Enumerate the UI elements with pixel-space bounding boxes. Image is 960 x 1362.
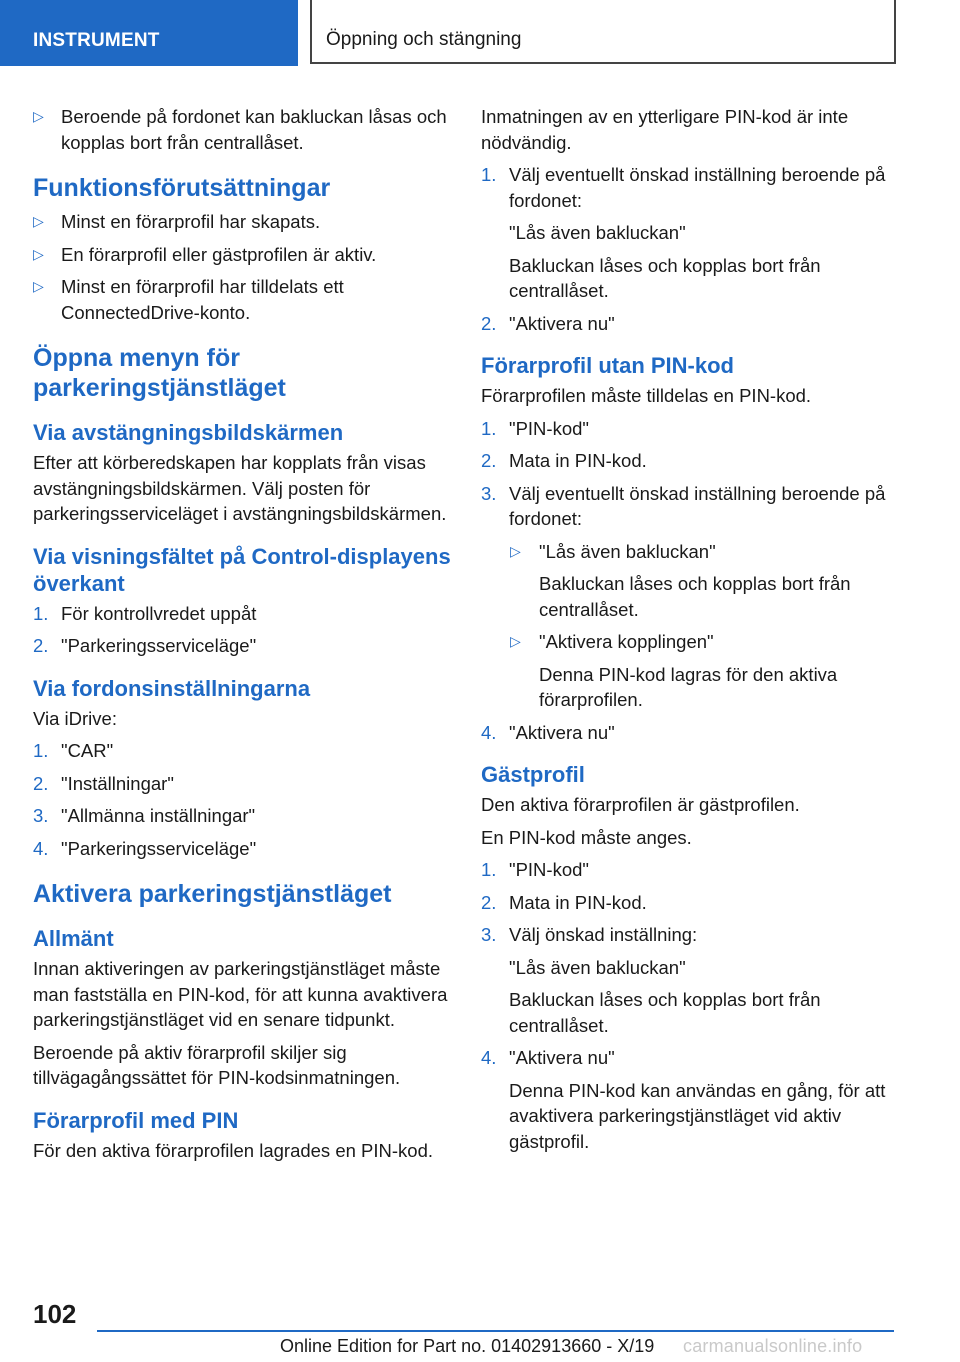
step-number: 1. (33, 602, 49, 624)
paragraph: Beroende på aktiv förarprofil skiljer sig tillvägagångssättet för PIN-kodsinmatningen. (33, 1041, 401, 1088)
step-number: 4. (481, 721, 497, 743)
step-number: 4. (33, 837, 49, 859)
indented-text: Bakluckan låses och kopplas bort från centrallåset. (509, 989, 821, 1036)
numbered-item: 4. "Aktivera nu" (481, 720, 901, 746)
sub-bullet-item: ▷ "Lås även bakluckan" (481, 539, 901, 565)
paragraph: En PIN-kod måste anges. (481, 826, 692, 848)
indented-text: Denna PIN-kod kan användas en gång, för att avaktivera parkeringstjänstläget vid aktiv gästprofil. (509, 1079, 886, 1152)
step-number: 3. (33, 805, 49, 826)
numbered-item: 3. "Allmänna inställningar" (33, 803, 451, 829)
chapter-title: Öppning och stängning (310, 0, 896, 64)
numbered-item: 4. "Parkeringsserviceläge" (33, 836, 451, 862)
triangle-bullet-icon: ▷ (510, 542, 521, 559)
step-number: 2. (33, 772, 49, 794)
bullet-item: ▷ En förarprofil eller gästprofilen är aktiv. (33, 242, 451, 268)
edition-text: Online Edition for Part no. 01402913660 - X/19 (280, 1336, 655, 1356)
paragraph: Innan aktiveringen av parkeringstjänstläget måste man fastställa en PIN-kod, för att kunna avaktivera parkeringstjänstläget vid en senare tidpunkt. (33, 958, 448, 1030)
paragraph: Efter att körberedskapen har kopplats från visas avstängningsbildskärmen. Välj posten för parkeringsserviceläget i avstängningsbildskärmen. (33, 452, 447, 524)
numbered-item: 4. "Aktivera nu" (481, 1045, 901, 1071)
heading-via-fordonsinstallningarna: Via fordonsinställningarna (33, 675, 311, 701)
triangle-bullet-icon: ▷ (33, 108, 44, 124)
sub-bullet-item: ▷ "Aktivera kopplingen" (481, 629, 901, 655)
heading-forarprofil-med-pin: Förarprofil med PIN (33, 1107, 239, 1133)
triangle-bullet-icon: ▷ (33, 213, 44, 229)
step-number: 1. (481, 164, 497, 185)
step-number: 2. (33, 635, 49, 656)
step-number: 2. (481, 312, 497, 334)
paragraph: Via iDrive: (33, 707, 117, 729)
step-number: 1. (33, 740, 49, 761)
numbered-item: 1. "PIN-kod" (481, 857, 901, 883)
indented-text: "Lås även bakluckan" (509, 222, 686, 243)
triangle-bullet-icon: ▷ (33, 278, 44, 294)
numbered-item: 2. Mata in PIN-kod. (481, 890, 901, 916)
heading-via-avstangningsbildskarmen: Via avstängningsbildskärmen (33, 420, 344, 445)
step-number: 2. (481, 450, 497, 471)
step-number: 1. (481, 417, 497, 439)
numbered-item: 2. "Aktivera nu" (481, 311, 901, 337)
left-column (33, 104, 451, 1170)
indented-text: Bakluckan låses och kopplas bort från centrallåset. (509, 254, 821, 301)
paragraph: För den aktiva förarprofilen lagrades en PIN-kod. (33, 1139, 434, 1161)
numbered-item: 1. Välj eventuellt önskad inställning beroende på fordonet: (481, 164, 886, 211)
page-number: 102 (33, 1299, 77, 1329)
indented-text: Denna PIN-kod lagras för den aktiva förarprofilen. (539, 663, 838, 710)
step-number: 3. (481, 482, 497, 504)
heading-via-visningsfaltet: Via visningsfältet på Control-displayens överkant (33, 543, 451, 596)
paragraph: Förarprofilen måste tilldelas en PIN-kod. (481, 385, 812, 406)
bullet-item: ▷ Minst en förarprofil har tilldelats ett ConnectedDrive-konto. (33, 276, 344, 323)
page-header (0, 0, 960, 66)
triangle-bullet-icon: ▷ (510, 633, 521, 649)
step-number: 1. (481, 859, 497, 880)
bullet-item: ▷ Minst en förarprofil har skapats. (33, 209, 451, 235)
step-number: 3. (481, 924, 497, 945)
heading-aktivera-parkeringstjanstlaget: Aktivera parkeringstjänstläget (33, 880, 392, 908)
paragraph: Inmatningen av en ytterligare PIN-kod är inte nödvändig. (481, 106, 849, 153)
numbered-item: 1. "PIN-kod" (481, 416, 901, 442)
numbered-item: 2. "Parkeringsserviceläge" (33, 633, 451, 659)
heading-funktionsforutsattningar: Funktionsförutsättningar (33, 174, 331, 202)
heading-allmant: Allmänt (33, 926, 114, 951)
triangle-bullet-icon: ▷ (33, 245, 44, 262)
indented-text: Bakluckan låses och kopplas bort från centrallåset. (539, 573, 851, 620)
heading-gastprofil: Gästprofil (481, 762, 585, 787)
watermark: carmanualsonline.info (683, 1336, 863, 1356)
paragraph: Den aktiva förarprofilen är gästprofilen. (481, 794, 800, 815)
footer-rule (97, 1330, 894, 1332)
bullet-item: ▷ Beroende på fordonet kan bakluckan låsas och kopplas bort från centrallåset. (33, 106, 447, 153)
section-tab: INSTRUMENT (0, 0, 298, 66)
heading-oppna-menyn: Öppna menyn för parkeringstjänstläget (33, 344, 286, 402)
heading-forarprofil-utan-pin: Förarprofil utan PIN-kod (481, 353, 734, 378)
numbered-item: 1. "CAR" (33, 738, 451, 764)
numbered-item: 2. Mata in PIN-kod. (481, 448, 901, 474)
numbered-item: 1. För kontrollvredet uppåt (33, 601, 451, 627)
right-column (481, 104, 901, 1161)
numbered-item: 2. "Inställningar" (33, 771, 451, 797)
step-number: 2. (481, 891, 497, 913)
numbered-item: 3. Välj eventuellt önskad inställning beroende på fordonet: (481, 482, 886, 529)
step-number: 4. (481, 1047, 497, 1068)
indented-text: "Lås även bakluckan" (509, 956, 686, 978)
numbered-item: 3. Välj önskad inställning: (481, 922, 901, 948)
